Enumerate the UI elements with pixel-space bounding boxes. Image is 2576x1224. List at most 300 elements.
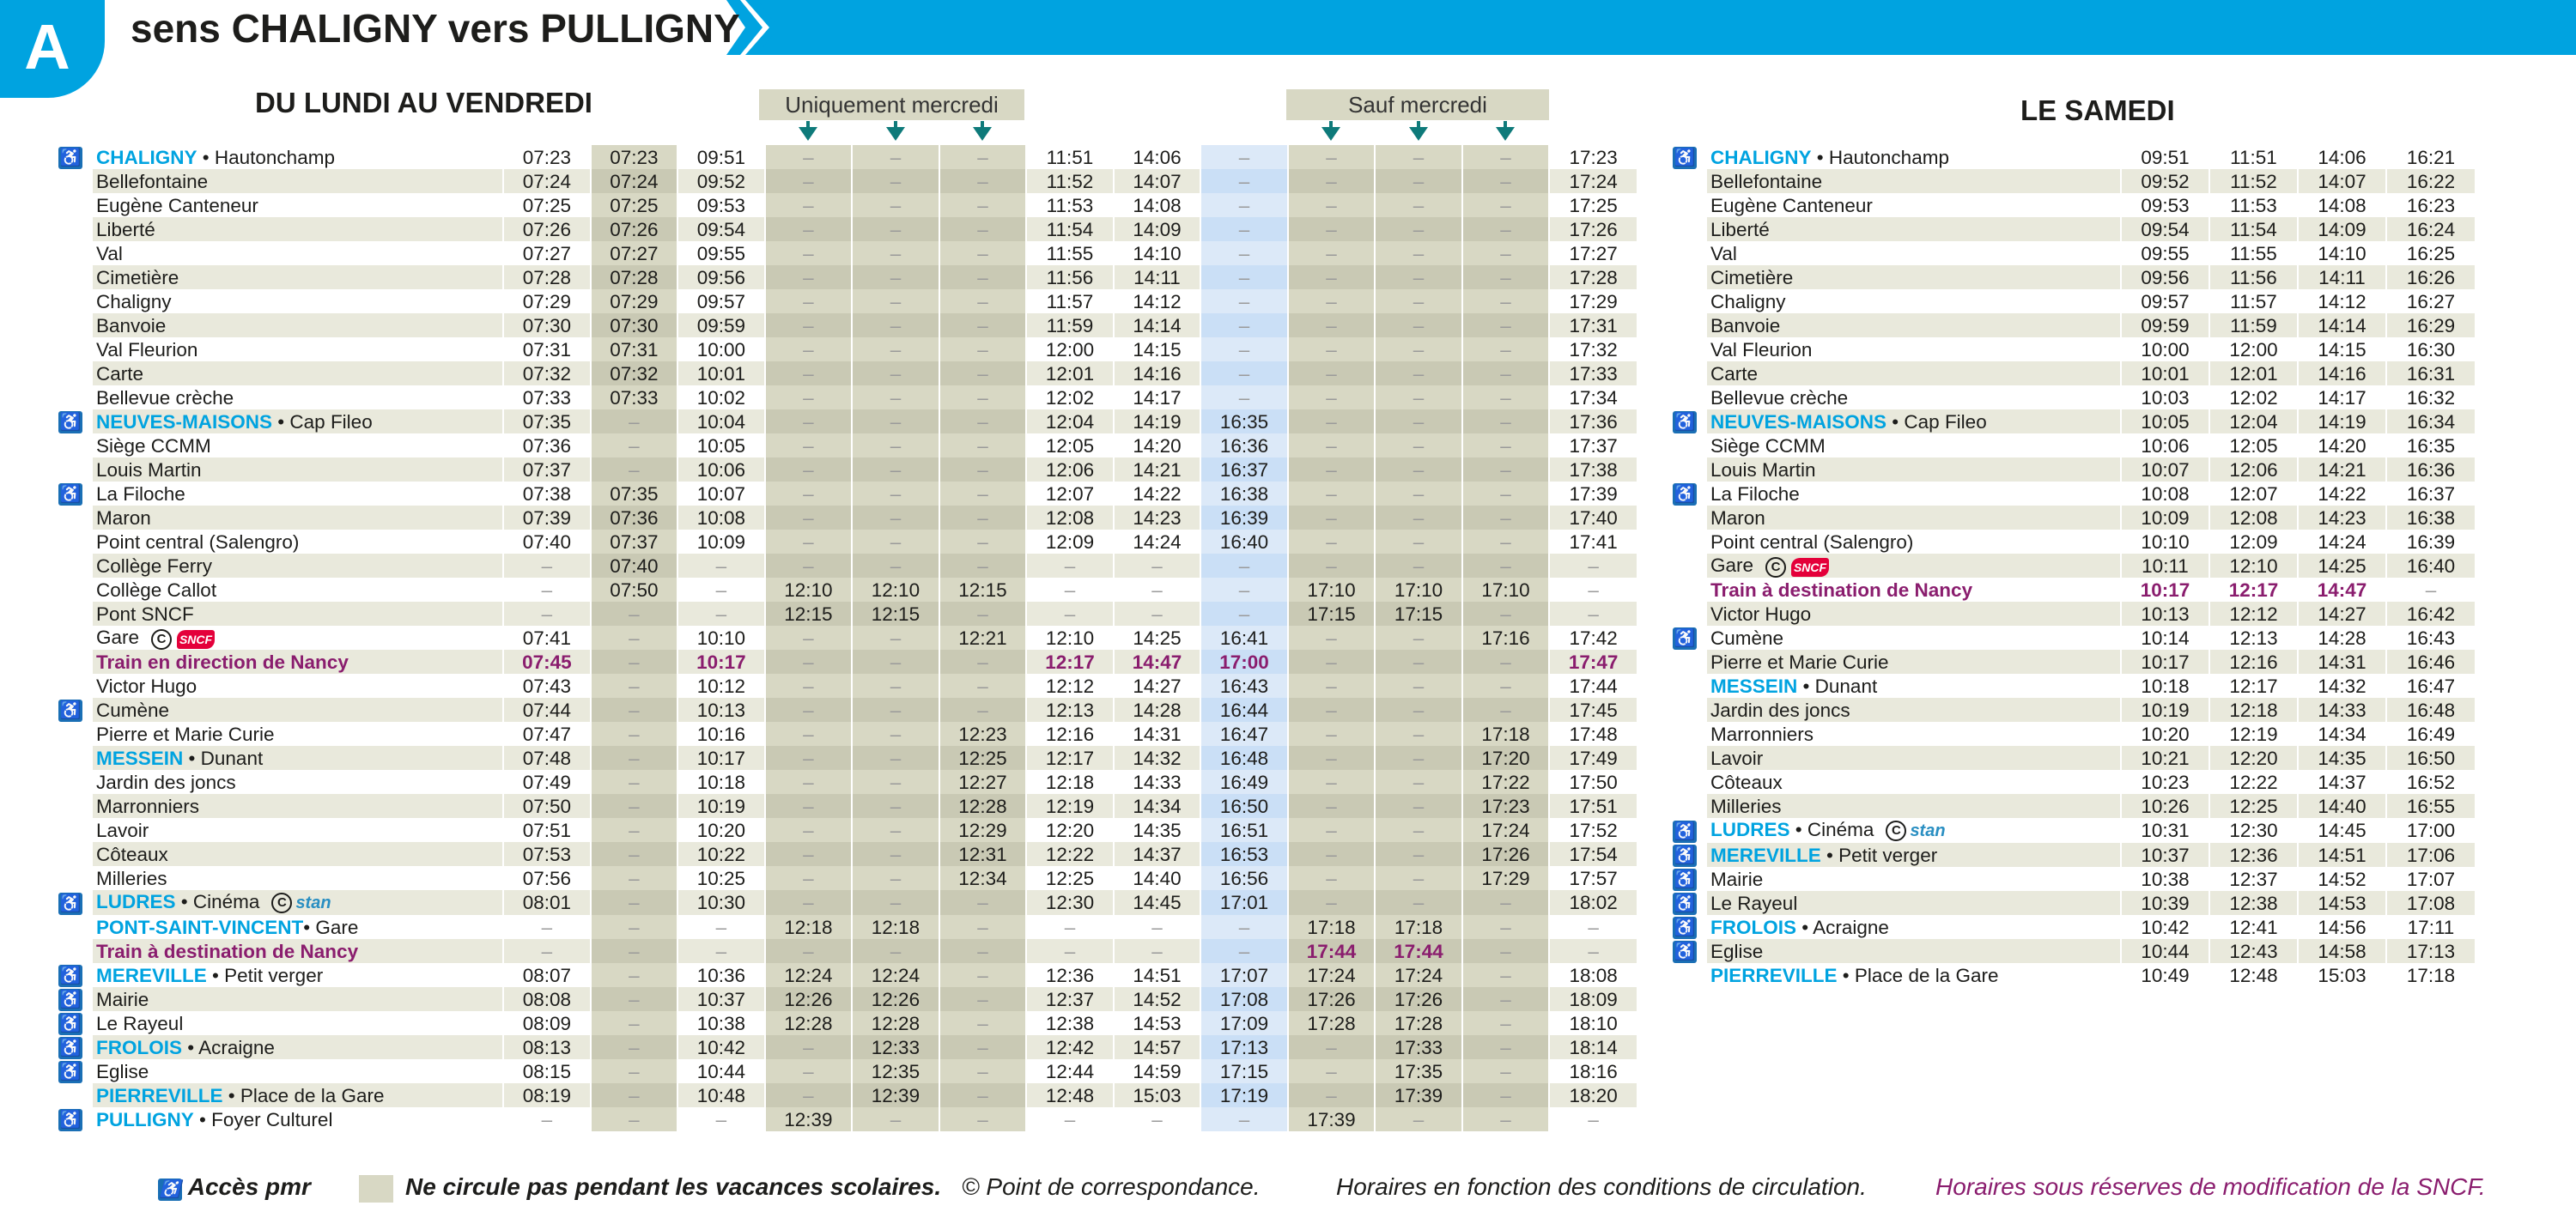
stop-city: FROLOIS [96,1036,182,1058]
time-cell: 07:50 [503,794,591,818]
time-cell: 12:15 [852,602,939,626]
time-cell: 17:50 [1549,770,1637,794]
time-cell: – [1375,241,1462,265]
time-cell: 14:31 [2298,650,2386,674]
time-cell: 17:36 [1549,409,1637,433]
stop-label: • Foyer Culturel [193,1108,333,1130]
time-cell: – [1288,1059,1376,1083]
time-cell: 12:05 [2209,433,2298,457]
time-cell: – [1200,313,1288,337]
time-cell: 07:27 [503,241,591,265]
time-cell: 14:59 [1114,1059,1201,1083]
time-cell: – [591,866,678,890]
time-cell: – [765,145,853,169]
time-cell: – [939,698,1027,722]
time-cell: 14:35 [1114,818,1201,842]
time-cell: – [939,457,1027,482]
time-cell: 07:35 [591,482,678,506]
pmr-cell [1673,289,1707,313]
stop-name [1707,506,2121,530]
time-cell: 10:31 [2121,818,2209,843]
time-cell: 10:26 [2121,794,2209,818]
pmr-cell [58,265,93,289]
time-cell: 14:15 [2298,337,2386,361]
time-cell: – [852,217,939,241]
timetable-row [58,289,1637,313]
time-cell: 17:15 [1375,602,1462,626]
pmr-cell [58,457,93,482]
timetable-row [58,145,1637,169]
time-cell: – [591,794,678,818]
pmr-cell [58,818,93,842]
time-cell: 14:53 [1114,1011,1201,1035]
time-cell: 07:40 [503,530,591,554]
time-cell: 17:07 [2386,867,2475,891]
stop-label: Louis Martin [96,458,202,481]
timetable-row [1673,193,2475,217]
time-cell: 12:10 [852,578,939,602]
time-cell: – [939,265,1027,289]
time-cell: 17:08 [1200,987,1288,1011]
time-cell: – [852,506,939,530]
time-cell: – [852,698,939,722]
pmr-cell [58,915,93,939]
time-cell: – [1375,361,1462,385]
stop-name [93,626,503,650]
stop-name [93,674,503,698]
time-cell: – [939,385,1027,409]
time-cell: – [939,650,1027,674]
stop-name [93,482,503,506]
time-cell: 12:26 [852,987,939,1011]
stop-city: NEUVES-MAISONS [96,410,273,433]
stop-label: Cimetière [1710,266,1794,288]
time-cell: 16:22 [2386,169,2475,193]
time-cell: – [591,433,678,457]
time-cell: 11:53 [2209,193,2298,217]
time-cell: 14:15 [1114,337,1201,361]
time-cell: 07:23 [591,145,678,169]
time-cell: 07:26 [591,217,678,241]
time-cell: – [1288,217,1376,241]
stop-name [93,313,503,337]
time-cell: 17:23 [1549,145,1637,169]
time-cell: – [1288,866,1376,890]
time-cell: 17:29 [1462,866,1550,890]
correspondence-icon: C [151,629,172,650]
timetable-row [1673,939,2475,963]
time-cell: – [939,554,1027,578]
time-cell: – [939,145,1027,169]
time-cell: 14:06 [2298,145,2386,169]
pmr-cell [1673,337,1707,361]
time-cell: 14:12 [2298,289,2386,313]
stop-name [93,145,503,169]
time-cell: – [1288,409,1376,433]
stop-city: LUDRES [1710,819,1790,840]
time-cell: 07:25 [591,193,678,217]
time-cell: 10:23 [2121,770,2209,794]
stop-name [1707,554,2121,578]
time-cell: – [1462,361,1550,385]
time-cell: 16:23 [2386,193,2475,217]
time-cell: – [1288,457,1376,482]
timetable-row [58,265,1637,289]
time-cell: 12:35 [852,1059,939,1083]
stop-city: PONT-SAINT-VINCENT [96,916,304,938]
time-cell: 10:42 [2121,915,2209,939]
time-cell: – [765,361,853,385]
stop-label: Banvoie [1710,314,1781,336]
timetable-row [58,169,1637,193]
time-cell: – [591,674,678,698]
time-cell: 17:24 [1375,963,1462,987]
time-cell: – [591,818,678,842]
time-cell: – [503,578,591,602]
time-cell: 07:40 [591,554,678,578]
time-cell: 12:13 [2209,626,2298,650]
stop-name [1707,193,2121,217]
stop-label: Victor Hugo [1710,603,1812,625]
time-cell: – [1375,866,1462,890]
time-cell: 16:40 [1200,530,1288,554]
time-cell: – [1288,650,1376,674]
time-cell: – [591,890,678,915]
time-cell: – [939,530,1027,554]
timetable-row [1673,482,2475,506]
time-cell: 12:10 [2209,554,2298,578]
time-cell: 17:11 [2386,915,2475,939]
stop-name [1707,385,2121,409]
time-cell: – [1288,482,1376,506]
time-cell: 14:33 [2298,698,2386,722]
time-cell: – [939,890,1027,915]
time-cell: 08:09 [503,1011,591,1035]
timetable-row [1673,457,2475,482]
time-cell: – [677,602,765,626]
stop-label: • Acraigne [1796,916,1889,938]
time-cell: 17:23 [1462,794,1550,818]
time-cell: 11:59 [2209,313,2298,337]
stop-label: Lavoir [1710,747,1764,769]
time-cell: 14:27 [2298,602,2386,626]
time-cell: 17:39 [1549,482,1637,506]
time-cell: – [852,530,939,554]
stop-label: • Gare [303,916,359,938]
time-cell: 07:27 [591,241,678,265]
time-cell: 16:40 [2386,554,2475,578]
stop-label: Pierre et Marie Curie [96,723,275,745]
pmr-cell [1673,794,1707,818]
time-cell: 11:51 [1026,145,1114,169]
time-cell: 10:17 [2121,578,2209,602]
wheelchair-icon: ♿ [59,1063,82,1082]
pmr-cell [1673,193,1707,217]
time-cell: 16:35 [2386,433,2475,457]
stop-label: Mairie [1710,868,1764,890]
time-cell: 12:28 [765,1011,853,1035]
time-cell: – [765,409,853,433]
stop-label: Val Fleurion [96,338,198,361]
time-cell: 07:30 [591,313,678,337]
stop-label: Eugène Canteneur [96,194,258,216]
time-cell: 12:33 [852,1035,939,1059]
stop-name [93,578,503,602]
time-cell: – [591,457,678,482]
time-cell: 09:51 [2121,145,2209,169]
wheelchair-icon: ♿ [1674,846,1696,865]
time-cell: 14:28 [2298,626,2386,650]
time-cell: 07:56 [503,866,591,890]
pmr-cell [58,145,93,169]
time-cell: 11:57 [2209,289,2298,313]
stop-label: Côteaux [1710,771,1783,793]
time-cell: – [1288,674,1376,698]
pmr-cell [1673,361,1707,385]
time-cell: 07:26 [503,217,591,241]
time-cell: 16:39 [1200,506,1288,530]
time-cell: – [852,313,939,337]
time-cell: 12:04 [2209,409,2298,433]
time-cell: – [1200,361,1288,385]
stop-name [1707,698,2121,722]
time-cell: 10:01 [677,361,765,385]
stop-name [93,1035,503,1059]
time-cell: 17:42 [1549,626,1637,650]
pmr-cell [58,602,93,626]
time-cell: 17:49 [1549,746,1637,770]
pmr-cell [58,939,93,963]
time-cell: 12:37 [2209,867,2298,891]
stop-label: Val Fleurion [1710,338,1813,361]
stop-label: Val [1710,242,1737,264]
timetable-row [1673,722,2475,746]
time-cell: 14:10 [1114,241,1201,265]
wheelchair-icon: ♿ [59,894,82,913]
time-cell: – [939,337,1027,361]
time-cell: 10:04 [677,409,765,433]
stop-name [93,746,503,770]
time-cell: – [1375,698,1462,722]
stop-name [93,1107,503,1131]
time-cell: 16:25 [2386,241,2475,265]
stop-label: • Cinéma [1789,819,1874,840]
time-cell: 16:50 [2386,746,2475,770]
time-cell: 10:17 [677,746,765,770]
pmr-cell [1673,578,1707,602]
time-cell: 12:10 [765,578,853,602]
time-cell: 17:00 [2386,818,2475,843]
stop-name [93,361,503,385]
time-cell: – [1114,554,1201,578]
time-cell: 11:56 [1026,265,1114,289]
time-cell: – [1462,506,1550,530]
time-cell: 10:20 [677,818,765,842]
time-cell: 07:50 [591,578,678,602]
time-cell: – [1375,193,1462,217]
time-cell: 14:22 [1114,482,1201,506]
timetable-row [1673,891,2475,915]
time-cell: 07:25 [503,193,591,217]
time-cell: – [852,145,939,169]
down-arrow-icon [886,127,905,141]
timetable-row [58,337,1637,361]
time-cell: – [1375,794,1462,818]
time-cell: – [765,939,853,963]
time-cell: 14:14 [1114,313,1201,337]
time-cell: 17:13 [1200,1035,1288,1059]
stop-name [1707,433,2121,457]
direction-title: sens CHALIGNY vers PULLIGNY [131,6,740,51]
time-cell: – [1375,337,1462,361]
time-cell: 14:47 [2298,578,2386,602]
time-cell: 10:44 [2121,939,2209,963]
correspondence-icon: C [271,893,292,913]
time-cell: 07:53 [503,842,591,866]
time-cell: 17:44 [1549,674,1637,698]
time-cell: 14:33 [1114,770,1201,794]
stop-name [1707,145,2121,169]
time-cell: – [852,457,939,482]
time-cell: – [765,554,853,578]
stop-city: PIERREVILLE [1710,964,1838,986]
time-cell: – [1026,578,1114,602]
time-cell: 10:42 [677,1035,765,1059]
time-cell: – [765,1083,853,1107]
time-cell: – [2386,578,2475,602]
time-cell: 14:06 [1114,145,1201,169]
time-cell: 10:08 [677,506,765,530]
time-cell: – [1462,987,1550,1011]
stop-name [1707,578,2121,602]
time-cell: – [677,554,765,578]
time-cell: 14:17 [1114,385,1201,409]
stop-label: Mairie [96,988,149,1010]
wheelchair-icon: ♿ [59,1015,82,1033]
pmr-cell [58,530,93,554]
stop-name [1707,891,2121,915]
pmr-cell [58,987,93,1011]
time-cell: – [1288,722,1376,746]
time-cell: 12:42 [1026,1035,1114,1059]
pmr-cell [1673,409,1707,433]
timetable-row [58,915,1637,939]
time-cell: 12:09 [2209,530,2298,554]
time-cell: 11:51 [2209,145,2298,169]
time-cell: 12:30 [1026,890,1114,915]
stop-label: Carte [96,362,144,385]
time-cell: – [591,1011,678,1035]
stop-name [93,1059,503,1083]
pmr-cell [58,842,93,866]
time-cell: 14:40 [1114,866,1201,890]
time-cell: – [852,674,939,698]
time-cell: – [765,530,853,554]
time-cell: – [677,939,765,963]
time-cell: 09:54 [677,217,765,241]
stop-name [93,457,503,482]
time-cell: – [1462,1011,1550,1035]
time-cell: 17:28 [1549,265,1637,289]
sncf-logo-icon: SNCF [1791,558,1829,577]
time-cell: 12:18 [852,915,939,939]
pmr-cell [1673,915,1707,939]
pmr-cell [58,337,93,361]
time-cell: – [939,1083,1027,1107]
time-cell: – [1200,145,1288,169]
timetable-row [58,530,1637,554]
timetable-row [58,963,1637,987]
stop-name [93,963,503,987]
time-cell: – [591,842,678,866]
time-cell: – [1288,361,1376,385]
wheelchair-icon: ♿ [59,485,82,504]
pmr-cell [58,433,93,457]
time-cell: 12:38 [2209,891,2298,915]
time-cell: 17:26 [1549,217,1637,241]
stop-name [1707,457,2121,482]
time-cell: 16:36 [1200,433,1288,457]
time-cell: 12:04 [1026,409,1114,433]
time-cell: – [1375,554,1462,578]
time-cell: – [765,890,853,915]
stop-label: Liberté [1710,218,1770,240]
timetable-row [58,866,1637,890]
stop-name [1707,313,2121,337]
time-cell: 17:18 [2386,963,2475,987]
timetable-row [1673,626,2475,650]
time-cell: – [1200,169,1288,193]
time-cell: – [1200,578,1288,602]
time-cell: – [939,915,1027,939]
stop-label: • Place de la Gare [222,1084,385,1106]
time-cell: 10:21 [2121,746,2209,770]
time-cell: 12:05 [1026,433,1114,457]
time-cell: 07:47 [503,722,591,746]
time-cell: 12:34 [939,866,1027,890]
time-cell: 14:35 [2298,746,2386,770]
time-cell: – [1462,554,1550,578]
time-cell: 16:29 [2386,313,2475,337]
time-cell: 14:45 [2298,818,2386,843]
time-cell: – [1462,890,1550,915]
time-cell: 16:47 [2386,674,2475,698]
time-cell: – [1200,602,1288,626]
time-cell: – [1375,482,1462,506]
time-cell: – [1462,650,1550,674]
time-cell: 14:34 [2298,722,2386,746]
time-cell: – [939,674,1027,698]
wheelchair-icon: ♿ [1674,942,1696,961]
time-cell: – [765,722,853,746]
time-cell: 14:08 [1114,193,1201,217]
time-cell: 16:48 [1200,746,1288,770]
time-cell: – [1462,482,1550,506]
time-cell: 17:16 [1462,626,1550,650]
train-connection-label: Train en direction de Nancy [96,651,349,673]
time-cell: 12:01 [1026,361,1114,385]
stop-label: • Dunant [1797,675,1878,697]
time-cell: – [1549,915,1637,939]
time-cell: – [1375,890,1462,915]
correspondence-icon: C [1765,557,1786,578]
time-cell: – [765,1035,853,1059]
time-cell: 10:17 [2121,650,2209,674]
timetable-row [1673,650,2475,674]
stop-label: Siège CCMM [96,434,211,457]
stop-label: • Dunant [183,747,264,769]
time-cell: – [1549,578,1637,602]
